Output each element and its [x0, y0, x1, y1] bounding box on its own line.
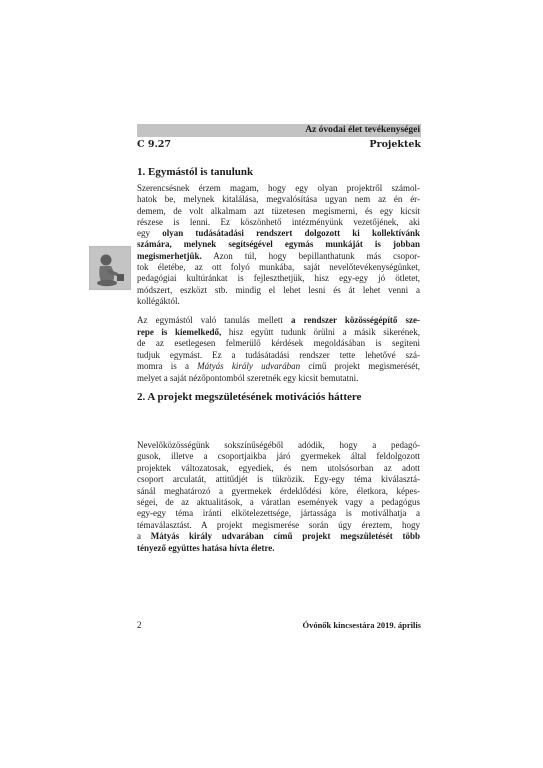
section-heading: 2. A projekt megszületésének motivációs háttere — [137, 391, 362, 403]
text-line: témaválasztást. A projekt megismerése során úgy éreztem, hogy — [137, 519, 420, 530]
text-line: gusok, illetve a csoportjaikba járó gyermekek által feldolgozott — [137, 451, 420, 462]
text-segment: Az egymástól való tanulás mellett — [137, 315, 292, 325]
text-line: csoport arculatát, attitűdjét is tükrözik. Egy-egy téma kiválasztá- — [137, 474, 420, 485]
child-playing-icon — [89, 246, 131, 290]
bold-text: a rendszer közösségépítő sze- — [291, 315, 420, 325]
article-code: C 9.27 — [137, 139, 172, 150]
text-line: de az esetlegesen felmerülő kérdések megoldásában is segíteni — [137, 338, 420, 348]
bold-text: tényező együttes hatása hívta életre. — [137, 542, 275, 553]
text-line — [137, 228, 420, 239]
section-title: Az óvodai élet tevékenységei — [305, 125, 420, 135]
paragraph — [137, 183, 420, 307]
text-line: hatok be, melynek kitalálása, megvalósítása ugyan nem az én ér- — [137, 194, 420, 205]
text-line — [137, 239, 420, 250]
page-footer — [137, 619, 421, 631]
text-line: tok életébe, az ott folyó munkába, saját nevelőtevékenységünket, — [137, 262, 420, 273]
text-line: melyet a saját nézőpontomból szeretnék egy kicsit bemutatni. — [137, 372, 359, 383]
text-line: módszert, eszközt stb. mindig el lehet lesni és át lehet venni a — [137, 284, 420, 295]
text-line: Szerencsésnek érzem magam, hogy egy olyan projektről számol- — [137, 183, 420, 193]
text-line — [137, 531, 420, 542]
text-line — [137, 315, 420, 327]
meta-row — [137, 139, 421, 151]
text-line: tudjuk egymást. Ez a tudásátadási rendszer tette lehetővé szá- — [137, 349, 420, 360]
paragraph — [137, 315, 420, 384]
text-segment: Azon túl, hogy bepillanthatunk más csopor- — [201, 250, 420, 261]
text-line: Nevelőközösségünk sokszínűségéből adódik, hogy a pedagó- — [137, 440, 420, 450]
text-line: egy-egy téma iránti elkötelezettsége, jártassága is motiválhatja a — [137, 508, 420, 519]
italic-text: Mátyás király udvarában — [197, 361, 301, 371]
text-segment: című projekt megismerését, — [300, 361, 420, 371]
text-line — [137, 327, 420, 339]
header-band — [137, 124, 421, 137]
bold-text: olyan tudásátadási rendszert dolgozott ki kollektívánk — [162, 228, 420, 239]
text-line: kollégáktól. — [137, 295, 180, 306]
text-line — [137, 361, 420, 373]
text-line — [137, 543, 420, 554]
text-line: demem, de volt alkalmam azt tüzetesen megismerni, és egy kicsit — [137, 205, 420, 216]
article-category: Projektek — [369, 139, 421, 150]
text-line — [137, 251, 420, 262]
text-line: sánál meghatározó a gyermekek érdeklődési köre, életkora, képes- — [137, 485, 420, 496]
bold-text: Mátyás király udvarában című projekt megszületését több — [150, 531, 420, 542]
text-line: ségei, de az aktualitások, a váratlan események vagy a pedagógus — [137, 496, 420, 507]
publication-name: Óvónők kincsestára 2019. április — [302, 620, 421, 630]
paragraph — [137, 440, 420, 554]
bold-text: repe is kiemelkedő, — [137, 326, 222, 337]
bold-text: megismerhetjük. — [137, 250, 202, 261]
page-number: 2 — [137, 620, 142, 630]
bold-text: számára, melynek segítségével egymás munkáját is jobban — [137, 239, 420, 250]
text-segment: a — [137, 531, 151, 542]
text-line: részese is lenni. Ez köszönhető intézményünk vezetőjének, aki — [137, 216, 420, 227]
text-segment: momra is a — [137, 361, 198, 371]
text-segment: egy — [137, 228, 163, 239]
text-line: pedagógiai kultúránkat is fejleszthetjük, hisz egy-egy jó ötletet, — [137, 273, 420, 284]
text-segment: hisz együtt tudunk örülni a másik sikerének, — [221, 326, 420, 337]
text-line: projektek változatosak, egyediek, és nem utolsósorban az adott — [137, 462, 420, 473]
section-heading: 1. Egymástól is tanulunk — [137, 166, 254, 178]
